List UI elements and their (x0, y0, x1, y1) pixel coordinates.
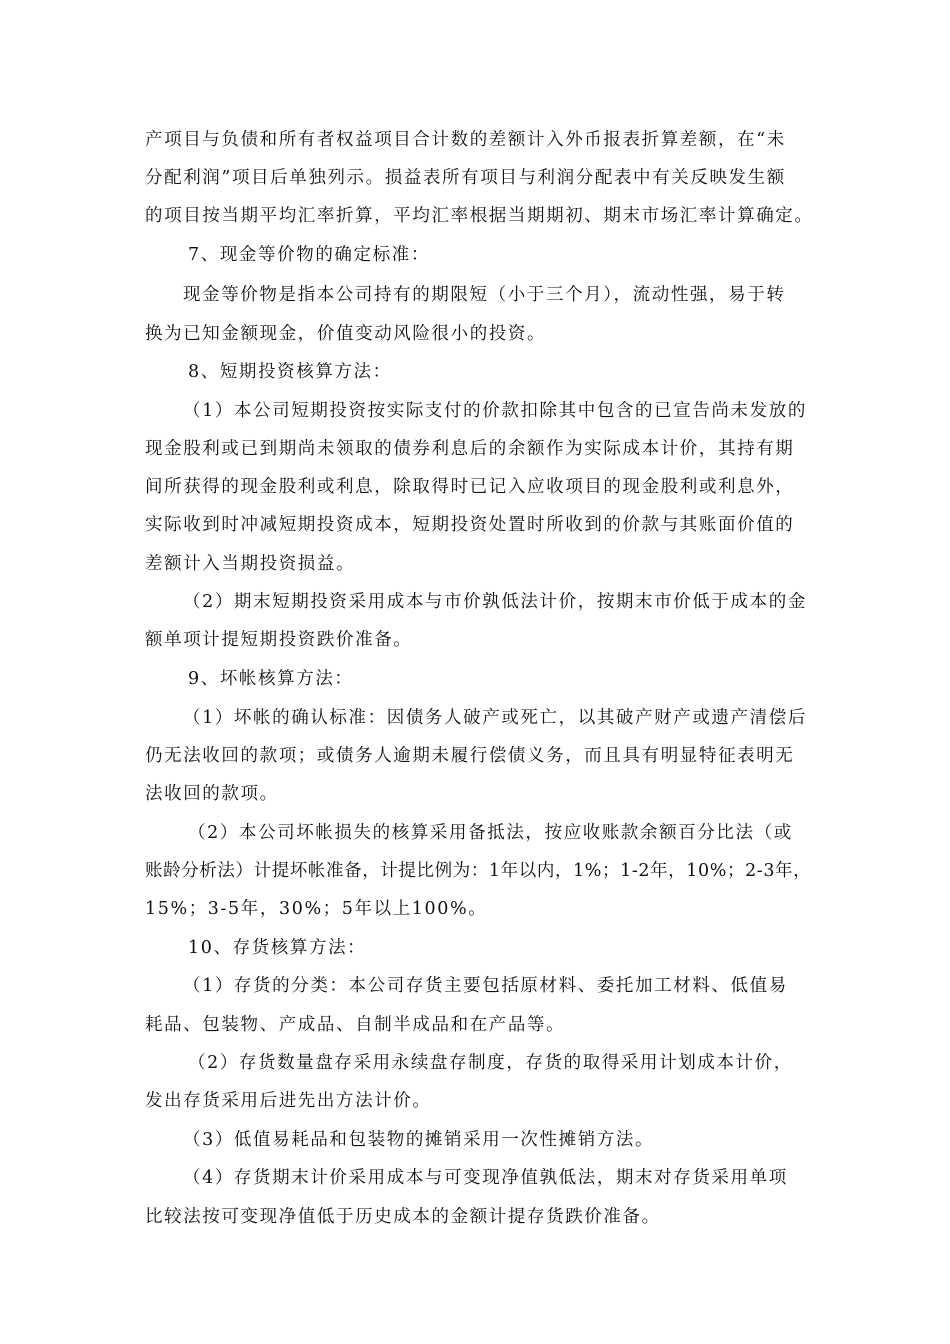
text-line: 账龄分析法）计提坏帐准备，计提比例为：1年以内，1%；1-2年，10%；2-3年， (145, 861, 812, 881)
section-heading: 7、现金等价物的确定标准： (188, 245, 430, 265)
text-line: 换为已知金额现金，价值变动风险很小的投资。 (145, 324, 547, 344)
text-line: 差额计入当期投资损益。 (145, 554, 356, 574)
text-line: （1）本公司短期投资按实际支付的价款扣除其中包含的已宣告尚未发放的 (183, 401, 807, 421)
text-line: （1）坏帐的确认标准：因债务人破产或死亡，以其破产财产或遗产清偿后 (183, 708, 807, 728)
text-line: （4）存货期末计价采用成本与可变现净值孰低法，期末对存货采用单项 (183, 1168, 788, 1188)
text-line: 间所获得的现金股利或利息，除取得时已记入应收项目的现金股利或利息外， (145, 477, 795, 497)
text-line: （2）存货数量盘存采用永续盘存制度，存货的取得采用计划成本计价， (188, 1053, 793, 1073)
text-line: 耗品、包装物、产成品、自制半成品和在产品等。 (145, 1015, 566, 1035)
text-line: 分配利润”项目后单独列示。损益表所有项目与利润分配表中有关反映发生额 (145, 168, 786, 188)
text-line: 的项目按当期平均汇率折算，平均汇率根据当期期初、期末市场汇率计算确定。 (145, 206, 814, 226)
section-heading: 9、坏帐核算方法： (188, 669, 354, 689)
text-line: 产项目与负债和所有者权益项目合计数的差额计入外币报表折算差额，在“未 (145, 130, 786, 150)
text-line: 额单项计提短期投资跌价准备。 (145, 630, 413, 650)
text-line: 比较法按可变现净值低于历史成本的金额计提存货跌价准备。 (145, 1207, 661, 1227)
section-heading: 10、存货核算方法： (188, 938, 367, 958)
text-line: 现金股利或已到期尚未领取的债券利息后的余额作为实际成本计价，其持有期 (145, 439, 795, 459)
text-line: 15%；3-5年，30%；5年以上100%。 (145, 899, 488, 919)
text-line: （1）存货的分类：本公司存货主要包括原材料、委托加工材料、低值易 (183, 976, 788, 996)
text-line: 仍无法收回的款项；或债务人逾期未履行偿债义务，而且具有明显特征表明无 (145, 746, 795, 766)
section-heading: 8、短期投资核算方法： (188, 362, 392, 382)
text-line: （2）本公司坏帐损失的核算采用备抵法，按应收账款余额百分比法（或 (188, 823, 793, 843)
text-line: 法收回的款项。 (145, 784, 279, 804)
text-line: （3）低值易耗品和包装物的摊销采用一次性摊销方法。 (183, 1130, 655, 1150)
text-line: 实际收到时冲减短期投资成本，短期投资处置时所收到的价款与其账面价值的 (145, 515, 795, 535)
text-line: （2）期末短期投资采用成本与市价孰低法计价，按期末市价低于成本的金 (183, 592, 807, 612)
text-line: 现金等价物是指本公司持有的期限短（小于三个月），流动性强，易于转 (183, 285, 786, 305)
text-line: 发出存货采用后进先出方法计价。 (145, 1091, 432, 1111)
